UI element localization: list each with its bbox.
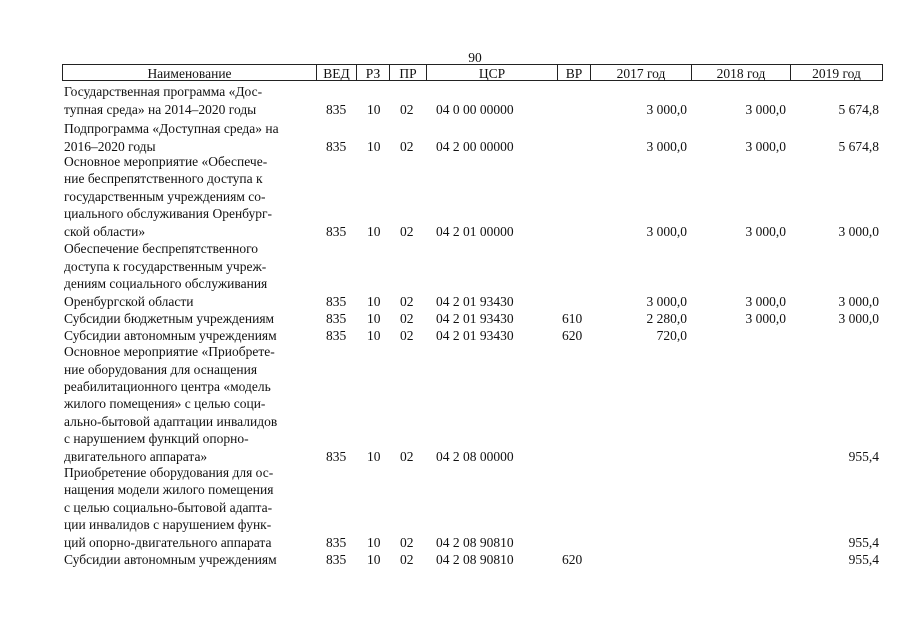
cell-csr: 04 2 00 00000 xyxy=(436,138,514,154)
row-name-line: Субсидии автономным учреждениям xyxy=(64,327,277,343)
row-name-line: доступа к государственным учреж- xyxy=(64,258,267,274)
row-name-line: 2016–2020 годы xyxy=(64,138,156,154)
row-name-line: реабилитационного центра «модель xyxy=(64,378,271,394)
cell-value-2019: 5 674,8 xyxy=(838,101,879,117)
column-header-csr: ЦСР xyxy=(426,64,558,81)
row-name-line: Государственная программа «Дос- xyxy=(64,84,263,100)
row-name-line: тупная среда» на 2014–2020 годы xyxy=(64,101,257,117)
cell-pr: 02 xyxy=(400,310,414,326)
column-header-2017: 2017 год xyxy=(590,64,692,81)
cell-csr: 04 2 01 00000 xyxy=(436,223,514,239)
cell-value-2019: 955,4 xyxy=(848,551,879,567)
cell-csr: 04 2 01 93430 xyxy=(436,310,514,326)
cell-csr: 04 2 01 93430 xyxy=(436,293,514,309)
cell-csr: 04 2 08 90810 xyxy=(436,551,514,567)
cell-value-2019: 3 000,0 xyxy=(838,223,879,239)
cell-ved: 835 xyxy=(326,138,347,154)
cell-rz: 10 xyxy=(367,101,381,117)
row-name-line: Основное мероприятие «Обеспече- xyxy=(64,153,268,169)
row-name-line: ций опорно-двигательного аппарата xyxy=(64,534,272,550)
cell-value-2019: 3 000,0 xyxy=(838,310,879,326)
column-header-pr: ПР xyxy=(389,64,427,81)
cell-csr: 04 0 00 00000 xyxy=(436,101,514,117)
cell-value-2017: 720,0 xyxy=(656,327,687,343)
row-name-line: с нарушением функций опорно- xyxy=(64,431,249,447)
cell-rz: 10 xyxy=(367,310,381,326)
row-name-line: Оренбургской области xyxy=(64,293,194,309)
cell-value-2019: 955,4 xyxy=(848,534,879,550)
cell-csr: 04 2 08 00000 xyxy=(436,448,514,464)
cell-ved: 835 xyxy=(326,448,347,464)
cell-rz: 10 xyxy=(367,534,381,550)
row-name-line: государственным учреждениям со- xyxy=(64,188,266,204)
cell-value-2017: 3 000,0 xyxy=(646,293,687,309)
cell-ved: 835 xyxy=(326,101,347,117)
row-name-line: дениям социального обслуживания xyxy=(64,276,268,292)
row-name-line: двигательного аппарата» xyxy=(64,448,208,464)
row-name-line: Приобретение оборудования для ос- xyxy=(64,464,274,480)
cell-pr: 02 xyxy=(400,327,414,343)
cell-value-2018: 3 000,0 xyxy=(745,101,786,117)
cell-ved: 835 xyxy=(326,551,347,567)
row-name-line: циального обслуживания Оренбург- xyxy=(64,206,273,222)
cell-rz: 10 xyxy=(367,551,381,567)
cell-ved: 835 xyxy=(326,310,347,326)
cell-pr: 02 xyxy=(400,448,414,464)
page-number: 90 xyxy=(468,50,482,65)
cell-value-2017: 3 000,0 xyxy=(646,101,687,117)
cell-pr: 02 xyxy=(400,293,414,309)
cell-rz: 10 xyxy=(367,223,381,239)
table-row xyxy=(62,64,883,568)
cell-value-2018: 3 000,0 xyxy=(745,138,786,154)
cell-value-2019: 3 000,0 xyxy=(838,293,879,309)
cell-rz: 10 xyxy=(367,293,381,309)
cell-value-2018: 3 000,0 xyxy=(745,223,786,239)
column-header-vr: ВР xyxy=(557,64,591,81)
cell-value-2017: 2 280,0 xyxy=(646,310,687,326)
row-name-line: ние оборудования для оснащения xyxy=(64,361,258,377)
row-name-line: жилого помещения» с целью соци- xyxy=(64,396,266,412)
row-name-line: Субсидии бюджетным учреждениям xyxy=(64,310,275,326)
column-header-name: Наименование xyxy=(62,64,317,81)
row-name-line: Субсидии автономным учреждениям xyxy=(64,551,277,567)
cell-value-2018: 3 000,0 xyxy=(745,310,786,326)
column-header-rz: РЗ xyxy=(356,64,390,81)
cell-vr: 610 xyxy=(562,310,583,326)
cell-value-2019: 955,4 xyxy=(848,448,879,464)
cell-value-2018: 3 000,0 xyxy=(745,293,786,309)
column-header-2019: 2019 год xyxy=(790,64,883,81)
row-name-line: ально-бытовой адаптации инвалидов xyxy=(64,413,278,429)
cell-pr: 02 xyxy=(400,138,414,154)
cell-pr: 02 xyxy=(400,551,414,567)
cell-rz: 10 xyxy=(367,327,381,343)
cell-pr: 02 xyxy=(400,101,414,117)
cell-ved: 835 xyxy=(326,327,347,343)
row-name-line: ции инвалидов с нарушением функ- xyxy=(64,517,272,533)
cell-vr: 620 xyxy=(562,551,583,567)
row-name-line: Основное мероприятие «Приобрете- xyxy=(64,344,275,360)
column-header-2018: 2018 год xyxy=(691,64,791,81)
column-header-ved: ВЕД xyxy=(316,64,357,81)
row-name xyxy=(64,551,314,568)
row-name-line: ние беспрепятственного доступа к xyxy=(64,171,263,187)
cell-pr: 02 xyxy=(400,223,414,239)
cell-rz: 10 xyxy=(367,448,381,464)
row-name-line: с целью социально-бытовой адапта- xyxy=(64,499,273,515)
cell-ved: 835 xyxy=(326,293,347,309)
row-name-line: ской области» xyxy=(64,223,146,239)
row-name-line: Обеспечение беспрепятственного xyxy=(64,241,259,257)
cell-value-2017: 3 000,0 xyxy=(646,223,687,239)
cell-value-2019: 5 674,8 xyxy=(838,138,879,154)
cell-rz: 10 xyxy=(367,138,381,154)
cell-csr: 04 2 08 90810 xyxy=(436,534,514,550)
row-name-line: нащения модели жилого помещения xyxy=(64,482,274,498)
cell-ved: 835 xyxy=(326,223,347,239)
cell-vr: 620 xyxy=(562,327,583,343)
cell-value-2017: 3 000,0 xyxy=(646,138,687,154)
cell-csr: 04 2 01 93430 xyxy=(436,327,514,343)
row-name-line: Подпрограмма «Доступная среда» на xyxy=(64,121,279,137)
cell-pr: 02 xyxy=(400,534,414,550)
cell-ved: 835 xyxy=(326,534,347,550)
